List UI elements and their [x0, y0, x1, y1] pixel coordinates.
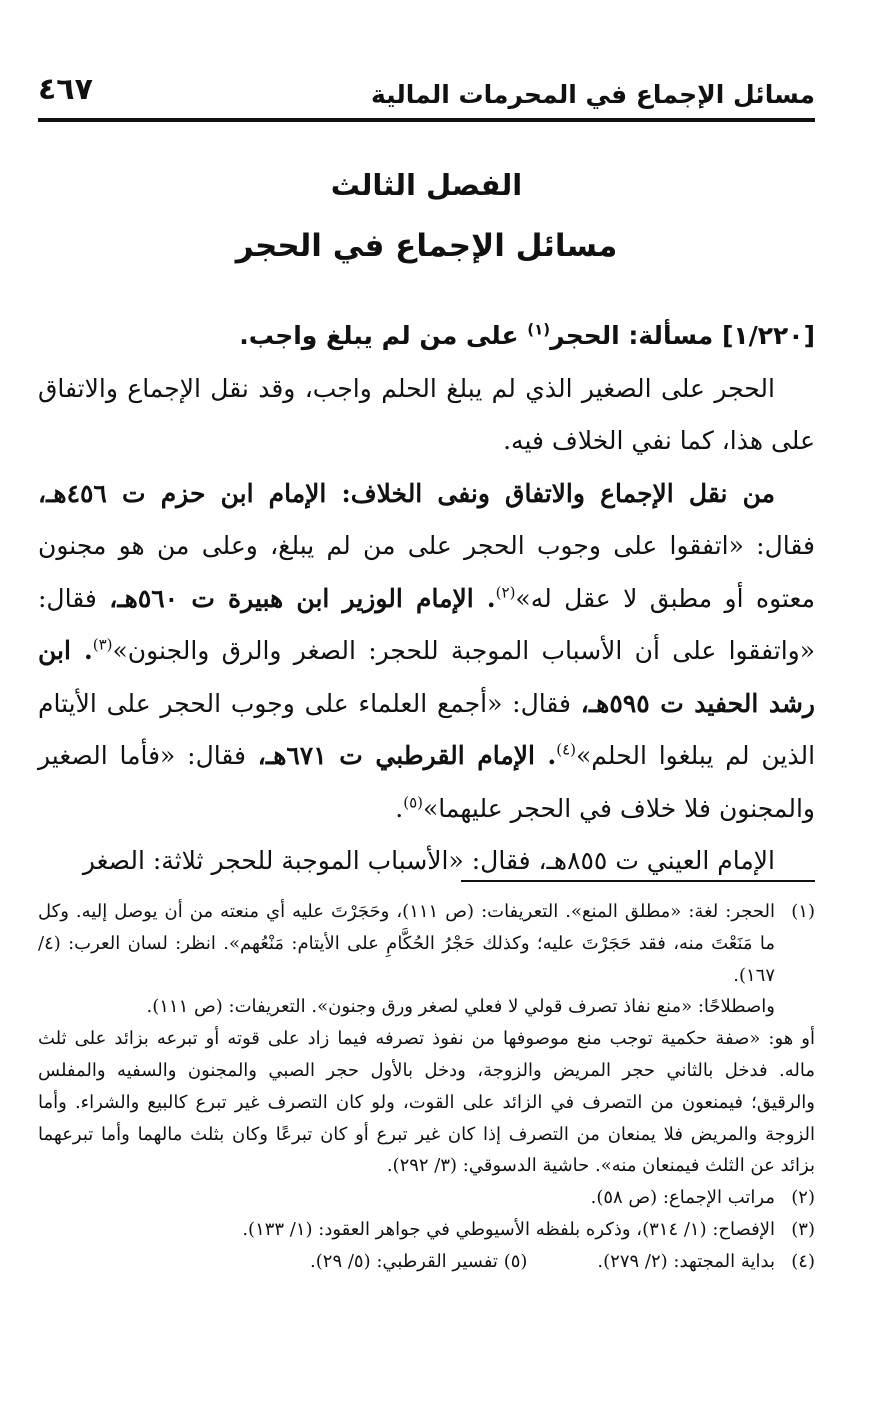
- footnote-ref: (٣): [92, 635, 113, 654]
- header-rule: [38, 118, 815, 122]
- footnote-ref: (٥): [403, 793, 424, 812]
- issue-rest: على من لم يبلغ واجب.: [239, 321, 528, 350]
- footnote-1-continuation: واصطلاحًا: «منع نفاذ تصرف قولي لا فعلي لصغر ورق وجنون». التعريفات: (ص ١١١).: [146, 996, 775, 1018]
- issue-label: [١/٢٢٠] مسألة: الحجر: [550, 321, 815, 350]
- main-text: [38, 310, 815, 888]
- footnote-rule: [461, 880, 815, 882]
- page-header: [38, 72, 815, 116]
- page-number: ٤٦٧: [38, 72, 93, 107]
- footnote-number: (٣): [791, 1218, 815, 1240]
- footnote-1: [38, 896, 815, 991]
- chapter-title: الفصل الثالث: [330, 168, 523, 202]
- footnotes: [38, 896, 815, 1278]
- quote-text: فقال: «أجمع العلماء على وجوب الحجر على الأيتام الذين لم يبلغوا الحلم»: [38, 688, 816, 770]
- footnote-ref: (٢): [495, 583, 516, 602]
- footnote-5-text: تفسير القرطبي: (٥/ ٢٩).: [310, 1250, 498, 1272]
- footnote-5: [310, 1246, 527, 1278]
- running-title: مسائل الإجماع في المحرمات المالية: [370, 80, 815, 109]
- quote-text: فقال: «فأما الصغير والمجنون فلا خلاف في الحجر عليهما»: [38, 741, 815, 823]
- footnote-ref: (١): [527, 320, 551, 339]
- scholar-name: . ابن رشد الحفيد ت ٥٩٥هـ،: [38, 636, 815, 718]
- footnote-text: الإفصاح: (١/ ٣١٤)، وذكره بلفظه الأسيوطي في جواهر العقود: (١/ ١٣٣).: [242, 1218, 775, 1240]
- footnote-text: مراتب الإجماع: (ص ٥٨).: [590, 1187, 775, 1209]
- para-lead: من نقل الإجماع والاتفاق ونفى الخلاف: الإمام ابن حزم ت ٤٥٦هـ،: [38, 478, 775, 508]
- paragraph: [38, 468, 815, 836]
- footnote-row: [38, 1246, 815, 1278]
- footnote-1-continuation: أو هو: «صفة حكمية توجب منع موصوفها من نفوذ تصرفه فيما زاد على قوته أو تبرعه بزائد على ثلث ماله. فدخل بالثاني حجر المريض والزوجة، ودخل بالأول حجر الصبي والمجنون والسفيه والمفلس والرقيق؛ فيمنعون من التصرف في الزائد على القوت، ولو كان التصرف غير تبرع كالبيع والشراء. وأما الزوجة والمريض فلا يمنعان من التصرف إذا كان غير تبرع أو كان تبرعًا وكان بثلث مالهما وأما تبرعهما بزائد عن الثلث فيمنعان منه». حاشية الدسوقي: (٣/ ٢٩٢).: [38, 1028, 815, 1177]
- scholar-name: . الإمام القرطبي ت ٦٧١هـ،: [257, 741, 557, 770]
- book-page: [38, 0, 815, 1419]
- footnote-4-text: بداية المجتهد: (٢/ ٢٧٩).: [597, 1250, 775, 1272]
- footnote-number: (٢): [791, 1187, 815, 1209]
- footnote-ref: (٤): [556, 740, 576, 759]
- issue-heading: [38, 310, 815, 363]
- scholar-name: . الإمام الوزير ابن هبيرة ت ٥٦٠هـ،: [109, 583, 496, 613]
- footnote-number: (٥): [503, 1250, 528, 1272]
- footnote-3: [38, 1214, 815, 1246]
- paragraph: الحجر على الصغير الذي لم يبلغ الحلم واجب، وقد نقل الإجماع والاتفاق على هذا، كما نفي الخلاف فيه.: [38, 373, 815, 455]
- quote-text: فقال: «واتفقوا على أن الأسباب الموجبة للحجر: الصغر والرق والجنون»: [38, 583, 816, 665]
- paragraph: الإمام العيني ت ٨٥٥هـ، فقال: «الأسباب الموجبة للحجر ثلاثة: الصغر: [82, 846, 775, 875]
- quote-text: فقال: «اتفقوا على وجوب الحجر على من لم يبلغ، وعلى من هو مجنون معتوه أو مطبق لا عقل له»: [38, 531, 816, 613]
- section-title: مسائل الإجماع في الحجر: [235, 228, 618, 264]
- punctuation: .: [395, 793, 404, 823]
- footnote-number: (٤): [791, 1250, 815, 1272]
- footnote-text: الحجر: لغة: «مطلق المنع». التعريفات: (ص ١١١)، وحَجَرْتَ عليه أي منعته من أن يوصل إليه. وكل ما مَنَعْتَ منه، فقد حَجَرْتَ عليه؛ وكذلك حَجْرُ الحُكَّامِ على الأيتام: مَنْعُهم». انظر: لسان العرب: (٤/ ١٦٧).: [38, 901, 776, 986]
- footnote-number: (١): [791, 901, 815, 922]
- footnote-2: [38, 1182, 815, 1214]
